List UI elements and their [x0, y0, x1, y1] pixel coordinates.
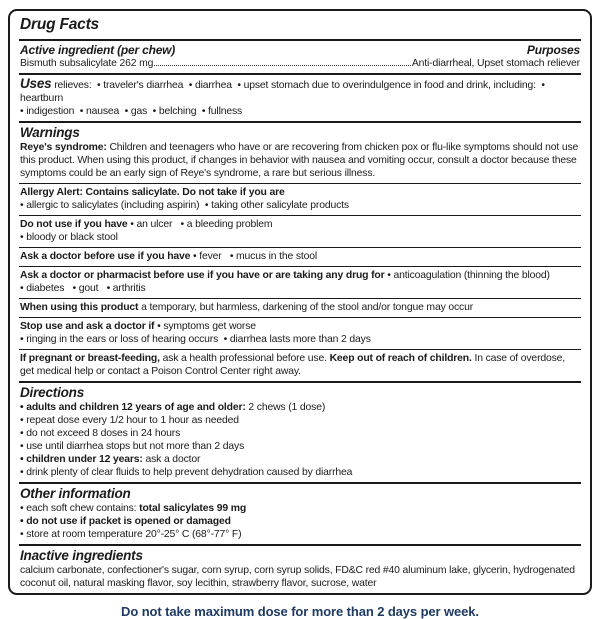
- page-title: Drug Facts: [20, 16, 99, 33]
- reyes-syndrome-paragraph: [20, 141, 580, 180]
- directions-item: [20, 401, 580, 414]
- directions-item-lead: • children under 12 years:: [20, 454, 143, 465]
- ask-pharmacist-items-1: • anticoagulation (thinning the blood): [384, 270, 550, 281]
- ask-doctor-lead: Ask a doctor before use if you have: [20, 251, 191, 262]
- stop-use-items-1: • symptoms get worse: [154, 321, 256, 332]
- warnings-heading: Warnings: [20, 125, 80, 140]
- directions-section: [19, 383, 581, 482]
- do-not-use-lead: Do not use if you have: [20, 219, 128, 230]
- purposes-heading: Purposes: [526, 43, 580, 57]
- when-using-text: a temporary, but harmless, darkening of the stool and/or tongue may occur: [138, 302, 474, 313]
- directions-heading: Directions: [20, 385, 85, 400]
- allergy-alert-heading: Allergy Alert: Contains salicylate. Do not take if you are: [20, 187, 285, 198]
- reyes-syndrome-text: Children and teenagers who have or are recovering from chicken pox or flu-like symptoms should not use this product. When using this product, if changes in behavior with nausea and vomiting occur, consult a doctor because these symptoms could be an early sign of Reye's syndrome, a rare but serious illness.: [20, 142, 579, 179]
- active-ingredient-name: Bismuth subsalicylate 262 mg: [20, 58, 154, 69]
- active-ingredient-row: [20, 57, 580, 70]
- stop-use-line-1: [20, 320, 580, 333]
- directions-item: [20, 453, 580, 466]
- purpose-value: Anti-diarrheal, Upset stomach reliever: [411, 58, 580, 69]
- directions-item-text: • do not exceed 8 doses in 24 hours: [20, 428, 181, 439]
- other-info-item-bold: • do not use if packet is opened or damaged: [20, 516, 231, 527]
- pregnancy-paragraph: [20, 352, 580, 378]
- active-ingredient-heading: Active ingredient (per chew): [20, 43, 176, 57]
- directions-item: [20, 414, 580, 427]
- directions-item-text: 2 chews (1 dose): [245, 402, 326, 413]
- directions-item-text: ask a doctor: [142, 454, 201, 465]
- footer-dose-warning: Do not take maximum dose for more than 2 days per week.: [121, 604, 479, 619]
- drug-facts-panel: [8, 9, 592, 595]
- ask-doctor-line: [20, 250, 580, 263]
- directions-item: [20, 466, 580, 479]
- storage-temperature-text: • store at room temperature 20°-25° C (68°-77° F): [20, 529, 242, 540]
- uses-section: [19, 75, 581, 121]
- allergy-alert-section: [19, 184, 581, 215]
- when-using-lead: When using this product: [20, 302, 139, 313]
- active-ingredient-header-row: [20, 43, 580, 57]
- ask-doctor-items: • fever • mucus in the stool: [190, 251, 318, 262]
- title-section: [19, 11, 581, 39]
- keep-out-of-reach-lead: Keep out of reach of children.: [329, 353, 472, 364]
- pregnancy-lead: If pregnant or breast-feeding,: [20, 353, 160, 364]
- directions-item-text: • drink plenty of clear fluids to help prevent dehydration caused by diarrhea: [20, 467, 353, 478]
- other-information-heading: Other information: [20, 486, 131, 501]
- ask-pharmacist-items-2: • diabetes • gout • arthritis: [20, 283, 146, 294]
- do-not-use-line-1: [20, 218, 580, 231]
- uses-heading: Uses: [20, 76, 52, 91]
- directions-item-text: • repeat dose every 1/2 hour to 1 hour as needed: [20, 415, 239, 426]
- active-ingredient-section: [19, 41, 581, 73]
- allergy-alert-items: • allergic to salicylates (including aspirin) • taking other salicylate products: [20, 200, 349, 211]
- stop-use-lead: Stop use and ask a doctor if: [20, 321, 155, 332]
- do-not-use-items-2: • bloody or black stool: [20, 232, 118, 243]
- uses-text-1: relieves: • traveler's diarrhea • diarrhea • upset stomach due to overindulgence in food and drink, including: • heartburn: [20, 80, 548, 104]
- when-using-section: [19, 299, 581, 317]
- other-information-item: [20, 515, 580, 528]
- ask-doctor-section: [19, 248, 581, 266]
- reyes-syndrome-lead: Reye's syndrome:: [20, 142, 107, 153]
- total-salicylates-value: total salicylates 99 mg: [139, 503, 247, 514]
- uses-line-1: [20, 77, 580, 105]
- stop-use-items-2: • ringing in the ears or loss of hearing occurs • diarrhea lasts more than 2 days: [20, 334, 371, 345]
- ask-doctor-pharmacist-section: [19, 267, 581, 298]
- directions-item-lead: • adults and children 12 years of age and older:: [20, 402, 246, 413]
- stop-use-section: [19, 318, 581, 349]
- inactive-ingredients-text: calcium carbonate, confectioner's sugar, corn syrup, corn syrup solids, FD&C red #40 aluminum lake, glycerin, hydrogenated coconut oil, natural masking flavor, soy lecithin, strawberry flavor, sucrose, water: [20, 565, 575, 589]
- pregnancy-section: [19, 350, 581, 381]
- uses-line-2: • indigestion • nausea • gas • belching • fullness: [20, 106, 243, 117]
- do-not-use-items-1: • an ulcer • a bleeding problem: [127, 219, 273, 230]
- overdose-text: In case of overdose, get medical help or contact a Poison Control Center right away.: [20, 353, 566, 377]
- pregnancy-text: ask a health professional before use.: [159, 353, 330, 364]
- do-not-use-section: [19, 216, 581, 247]
- warnings-section: [19, 123, 581, 183]
- when-using-line: [20, 301, 580, 314]
- inactive-ingredients-section: [19, 546, 581, 593]
- other-information-item: [20, 502, 580, 515]
- other-information-section: [19, 484, 581, 544]
- directions-item-text: • use until diarrhea stops but not more than 2 days: [20, 441, 245, 452]
- ask-pharmacist-line-1: [20, 269, 580, 282]
- other-information-item: [20, 528, 580, 541]
- dotted-leader: [154, 65, 411, 66]
- inactive-ingredients-heading: Inactive ingredients: [20, 548, 143, 563]
- other-info-item-text: • each soft chew contains:: [20, 503, 140, 514]
- directions-item: [20, 427, 580, 440]
- ask-pharmacist-lead: Ask a doctor or pharmacist before use if you have or are taking any drug for: [20, 270, 385, 281]
- directions-item: [20, 440, 580, 453]
